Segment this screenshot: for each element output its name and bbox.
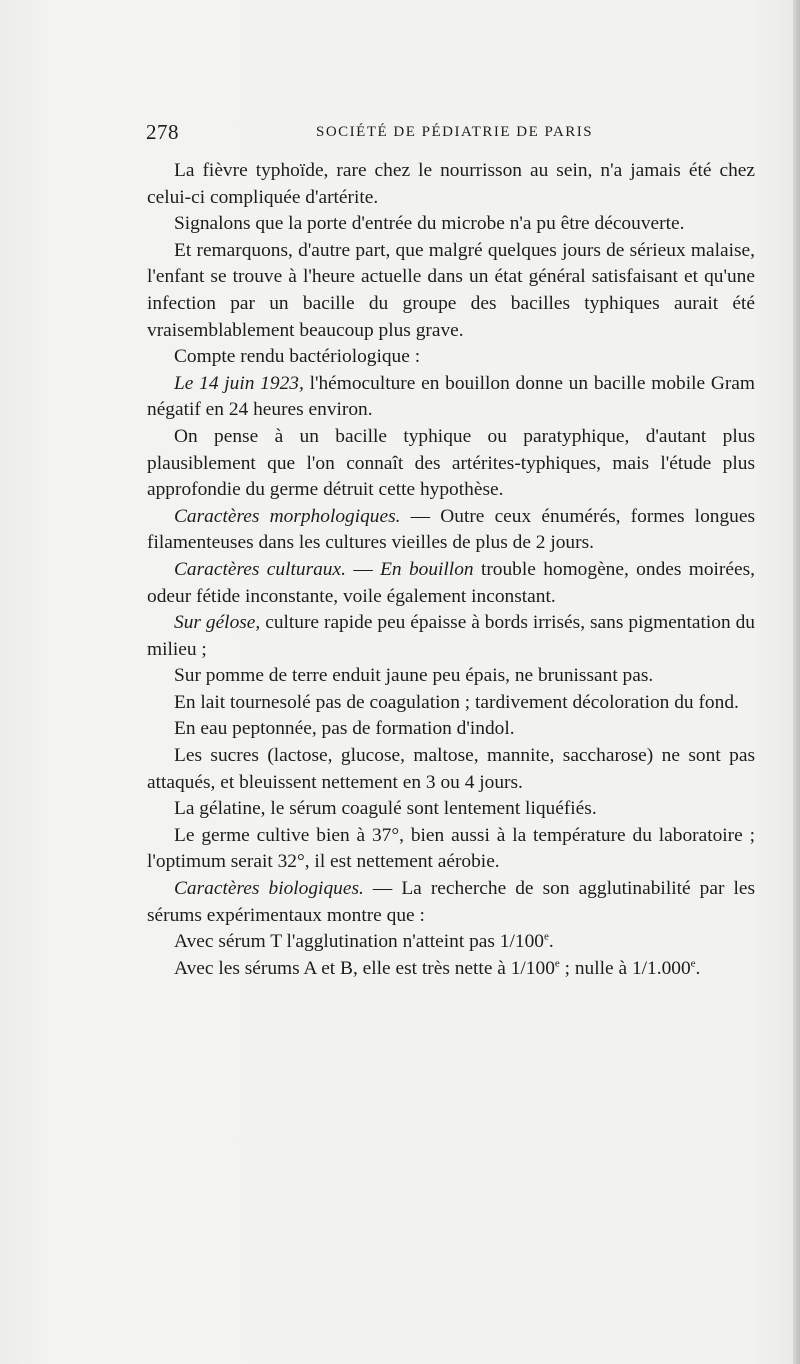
paragraph: Le germe cultive bien à 37°, bien aussi à la température du laboratoire ; l'optimum serait 32°, il est nettement aérobie. xyxy=(147,824,755,873)
page-edge-shadow xyxy=(793,0,800,1364)
paragraph: Caractères morphologiques. — Outre ceux énumérés, formes longues filamenteuses dans les cultures vieilles de plus de 2 jours. xyxy=(147,505,755,554)
body-text xyxy=(147,158,755,982)
running-title: SOCIÉTÉ DE PÉDIATRIE DE PARIS xyxy=(316,124,594,140)
paragraph: On pense à un bacille typhique ou paratyphique, d'autant plus plausiblement que l'on connaît des artérites-typhiques, mais l'étude plus approfondie du germe détruit cette hypothèse. xyxy=(147,425,755,501)
paragraph: Sur pomme de terre enduit jaune peu épais, ne brunissant pas. xyxy=(174,665,654,687)
paragraph: Sur gélose, culture rapide peu épaisse à bords irrisés, sans pigmentation du milieu ; xyxy=(147,612,755,660)
paragraph: Compte rendu bactériologique : xyxy=(174,346,421,368)
paragraph: Signalons que la porte d'entrée du microbe n'a pu être découverte. xyxy=(174,213,685,235)
page-header xyxy=(146,120,756,150)
paragraph: Caractères culturaux. — En bouillon trouble homogène, ondes moirées, odeur fétide inconstante, voile également inconstant. xyxy=(147,558,755,607)
paragraph: Les sucres (lactose, glucose, maltose, mannite, saccharose) ne sont pas attaqués, et bleuissent nettement en 3 ou 4 jours. xyxy=(147,745,755,793)
paragraph: La fièvre typhoïde, rare chez le nourrisson au sein, n'a jamais été chez celui-ci compliquée d'artérite. xyxy=(147,160,755,208)
paragraph: Avec les sérums A et B, elle est très nette à 1/100e ; nulle à 1/1.000e. xyxy=(174,957,701,979)
page-number: 278 xyxy=(146,120,179,144)
paragraph: La gélatine, le sérum coagulé sont lentement liquéfiés. xyxy=(174,798,597,820)
paragraph: En lait tournesolé pas de coagulation ; tardivement décoloration du fond. xyxy=(174,691,739,713)
paragraph: En eau peptonnée, pas de formation d'indol. xyxy=(174,718,515,740)
paragraph: Et remarquons, d'autre part, que malgré quelques jours de sérieux malaise, l'enfant se trouve à l'heure actuelle dans un état général satisfaisant et qu'une infection par un bacille du groupe des bacilles typhiques aurait été vraisemblablement beaucoup plus grave. xyxy=(147,239,755,341)
paragraph: Le 14 juin 1923, l'hémoculture en bouillon donne un bacille mobile Gram négatif en 24 heures environ. xyxy=(147,372,755,421)
paragraph: Caractères biologiques. — La recherche de son agglutinabilité par les sérums expérimentaux montre que : xyxy=(147,878,755,926)
paragraph: Avec sérum T l'agglutination n'atteint pas 1/100e. xyxy=(174,930,554,953)
